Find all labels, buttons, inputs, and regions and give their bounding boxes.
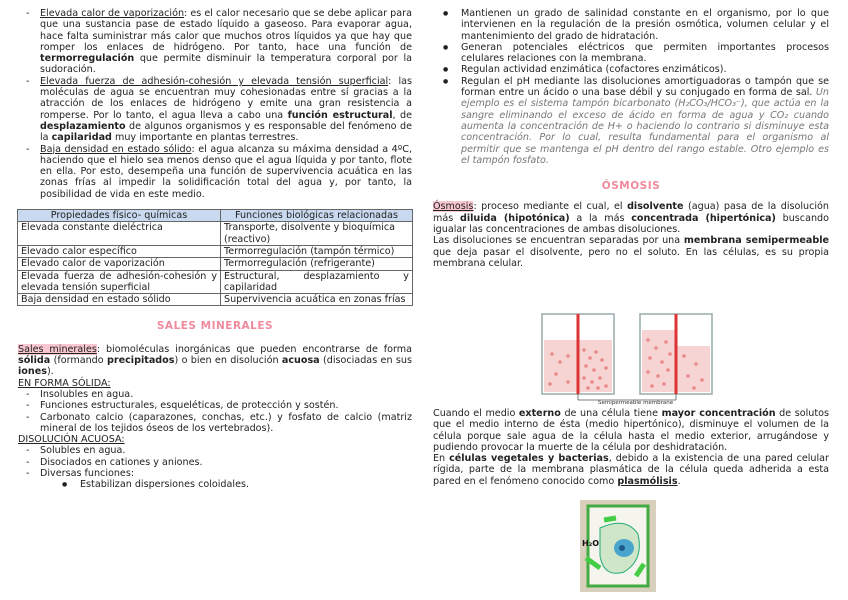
- properties-table: [17, 209, 413, 306]
- plasmolysis-figure: [578, 498, 658, 594]
- list-item: ● Regulan el pH mediante las disoluciones amortiguadoras o tampón que se forman entre un ácido o una base débil y su conjugado en forma de sal. Un ejemplo es el sistema tampón bicarbonato (H₂CO₃/HCO₃⁻), que actúa en la sangre eliminando el exceso de ácido en forma de agua y CO₂ cuando aumenta la concentración de H+ o haciendo lo contrario si disminuye esta concentración. Por lo cual, resulta fundamental para el organismo al permitir que se mantenga el pH dentro del rango estable. Otro ejemplo es el tampón fosfato.: [433, 76, 829, 166]
- table-row: Baja densidad en estado sólido Supervivencia acuática en zonas frías: [18, 294, 413, 306]
- osmosis-text-lower: [433, 408, 829, 487]
- membrane-paragraph: Las disoluciones se encuentran separadas por una membrana semipermeable que deja pasar el disolvente, pero no el soluto. En las células, es su propia membrana celular.: [433, 235, 829, 269]
- table-header-row: [18, 210, 413, 222]
- list-item: - Funciones estructurales, esqueléticas, de protección y sostén.: [18, 400, 412, 411]
- dissolution-list: [18, 445, 412, 479]
- plant-paragraph: En células vegetales y bacterias, debido a la existencia de una pared celular rígida, parte de la membrana plasmática de la célula queda adherida a esta pared en el fenómeno conocido como plasmólisis.: [433, 453, 829, 487]
- list-item: - Disociados en cationes y aniones.: [18, 457, 412, 468]
- table-row: Elevada fuerza de adhesión-cohesión y elevada tensión superficial Estructural, desplazamiento y capilaridad: [18, 270, 413, 294]
- sales-heading: SALES MINERALES: [156, 320, 274, 333]
- list-item: - Carbonato calcio (caparazones, conchas, etc.) y fosfato de calcio (matriz mineral de los tejidos óseos de los vertebrados).: [18, 412, 412, 435]
- table-row: Elevada constante dieléctrica Transporte, disolvente y bioquímica (reactivo): [18, 222, 413, 246]
- list-item: - Baja densidad en estado sólido: el agua alcanza su máxima densidad a 4ºC, haciendo que el hielo sea menos denso que el agua líquida y por tanto, flote en ella. Por esto, desempeña una función de supervivencia acuática en las zonas frías al impedir la solidificación total del agua y, por tanto, la posibilidad de vida en este medio.: [18, 144, 412, 200]
- solid-title: EN FORMA SÓLIDA:: [18, 377, 111, 389]
- list-item: - Elevada fuerza de adhesión-cohesión y elevada tensión superficial: las moléculas de agua se encuentran muy cohesionadas entre sí gracias a la atracción de los enlaces de hidrógeno y emite una gran resistencia a romperse. Por lo tanto, el agua lleva a cabo una función estructural, de desplazamiento de algunos organismos y es responsable del fenómeno de la capilaridad muy importante en plantas terrestres.: [18, 76, 412, 144]
- table-row: Elevado calor de vaporización Termorregulación (refrigerante): [18, 258, 413, 270]
- list-item: - Elevada calor de vaporización: es el calor necesario que se debe aplicar para que una sustancia pase de estado líquido a gaseoso. Para evaporar agua, hace falta suministrar más calor que muchos otros líquidos ya que hay que romper los enlaces de hidrógeno. Por tanto, hace una función de termorregulación que permite disminuir la temperatura corporal por la sudoración.: [18, 8, 412, 76]
- external-paragraph: Cuando el medio externo de una célula tiene mayor concentración de solutos que el medio interno de ésta (medio hipertónico), disminuye el volumen de la célula porque sale agua de la célula hasta el medio exterior, arrugándose y pudiendo provocar la muerte de la célula por deshidratación.: [433, 408, 829, 453]
- list-item: ● Regulan actividad enzimática (cofactores enzimáticos).: [433, 64, 829, 75]
- list-item: ● Mantienen un grado de salinidad constante en el organismo, por lo que intervienen en la regulación de la presión osmótica, volumen celular y el mantenimiento del grado de hidratación.: [433, 8, 829, 42]
- osmosis-definition: Ósmosis: proceso mediante el cual, el disolvente (agua) pasa de la disolución más diluida (hipotónica) a la más concentrada (hipertónica) buscando igualar las concentraciones de ambas disoluciones.: [433, 201, 829, 236]
- dissolution-sublist: [52, 479, 412, 490]
- sales-intro: Sales minerales: biomoléculas inorgánicas que pueden encontrarse de forma sólida (formando precipitados) o bien en disolución acuosa (disociadas en sus iones).: [18, 343, 412, 378]
- figure-label: Semipermeable membrane: [598, 400, 674, 405]
- water-properties-list: [18, 8, 412, 200]
- table-header: Propiedades físico- químicas: [18, 210, 221, 222]
- right-column: [433, 8, 829, 269]
- water-label: H₂O: [582, 539, 599, 548]
- table-header: Funciones biológicas relacionadas: [221, 210, 413, 222]
- list-item: - Diversas funciones:: [18, 468, 412, 479]
- functions-list: [433, 8, 829, 166]
- list-item: ● Generan potenciales eléctricos que permiten importantes procesos celulares relaciones con la membrana.: [433, 42, 829, 65]
- list-item: - Insolubles en agua.: [18, 389, 412, 400]
- beaker-left: [542, 314, 614, 394]
- osmosis-heading: ÓSMOSIS: [601, 180, 661, 193]
- table-row: Elevado calor específico Termorregulación (tampón térmico): [18, 245, 413, 257]
- dissolution-title: DISOLUCIÓN ACUOSA:: [18, 434, 125, 446]
- list-item: ● Estabilizan dispersiones coloidales.: [52, 479, 412, 490]
- left-column: [18, 8, 412, 491]
- osmosis-beakers-figure: [538, 310, 828, 405]
- beaker-right: [640, 314, 712, 394]
- list-item: - Solubles en agua.: [18, 445, 412, 456]
- solid-list: [18, 389, 412, 434]
